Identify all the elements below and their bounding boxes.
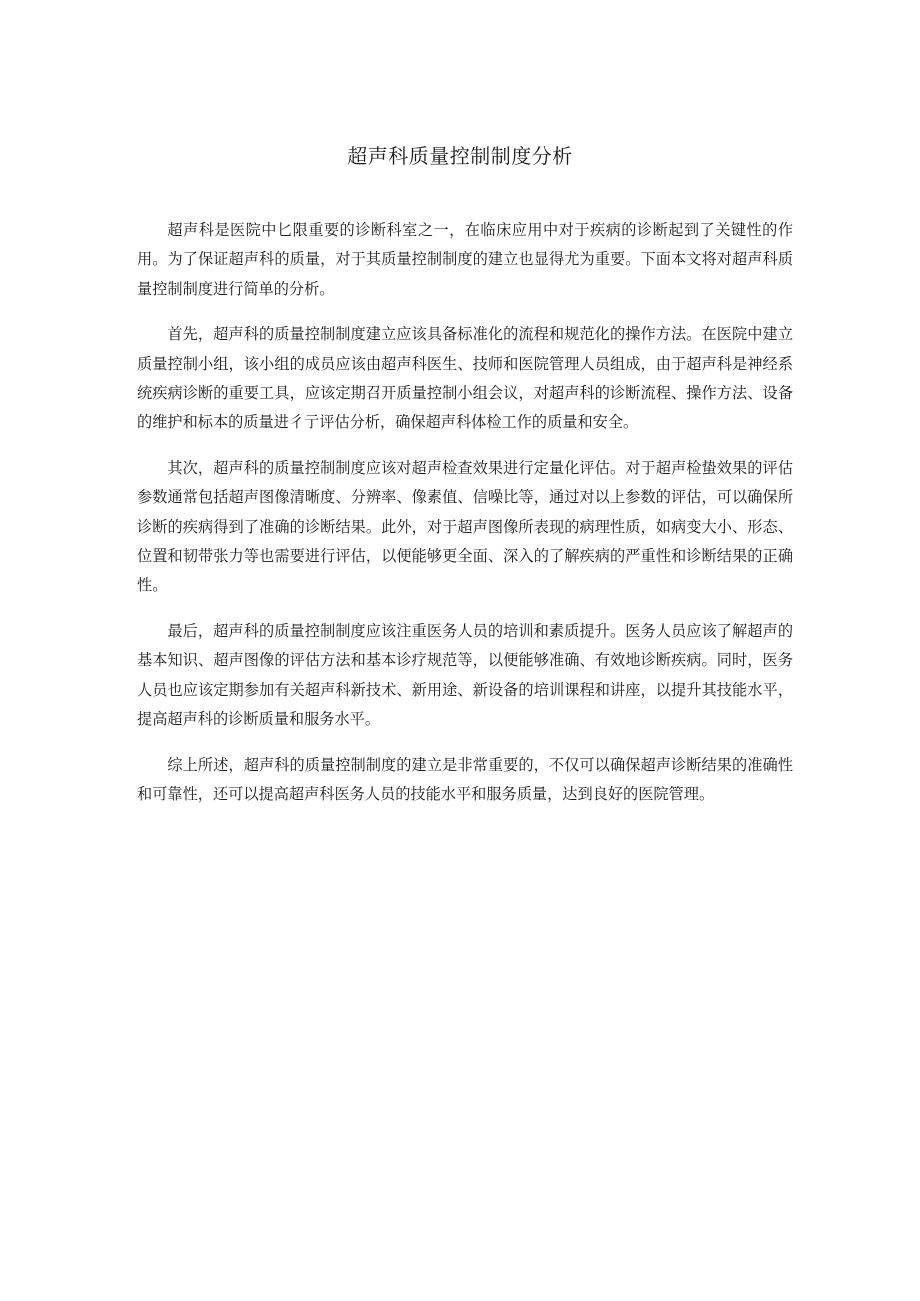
paragraph-conclusion: 综上所述，超声科的质量控制制度的建立是非常重要的，不仅可以确保超声诊断结果的准确性和可靠性，还可以提高超声科医务人员的技能水平和服务质量，达到良好的医院管理。 (137, 755, 793, 803)
paragraph-second: 其次，超声科的质量控制制度应该对超声检查效果进行定量化评估。对于超声检蛰效果的评估参数通常包括超声图像清晰度、分辨率、像素值、信噪比等，通过对以上参数的评估，可以确保所诊断的疾病得到了准确的诊断结果。此外，对于超声图像所表现的病理性质，如病变大小、形态、位置和韧带张力等也需要进行评估，以便能够更全面、深入的了解疾病的严重性和诊断结果的正确性。 (137, 458, 793, 595)
document-title: 超声科质量控制制度分析 (347, 144, 573, 168)
paragraph-intro: 超声科是医院中匕限重要的诊断科室之一，在临床应用中对于疾病的诊断起到了关键性的作用。为了保证超声科的质量，对于其质量控制制度的建立也显得尤为重要。下面本文将对超声科质量控制制度进行简单的分析。 (137, 221, 793, 298)
paragraph-last: 最后，超声科的质量控制制度应该注重医务人员的培训和素质提升。医务人员应该了解超声的基本知识、超声图像的评估方法和基本诊疗规范等，以便能够准确、有效地诊断疾病。同时，医务人员也应该定期参加有关超声科新技术、新用途、新设备的培训课程和讲座，以提升其技能水平，提高超声科的诊断质量和服务水平。 (137, 621, 793, 729)
document-body (137, 216, 793, 825)
paragraph-first: 首先，超声科的质量控制制度建立应该具备标准化的流程和规范化的操作方法。在医院中建立质量控制小组，该小组的成员应该由超声科医生、技师和医院管理人员组成，由于超声科是神经系统疾病诊断的重要工具，应该定期召开质量控制小组会议，对超声科的诊断流程、操作方法、设备的维护和标本的质量进彳亍评估分析，确保超声科体检工作的质量和安全。 (137, 325, 793, 432)
